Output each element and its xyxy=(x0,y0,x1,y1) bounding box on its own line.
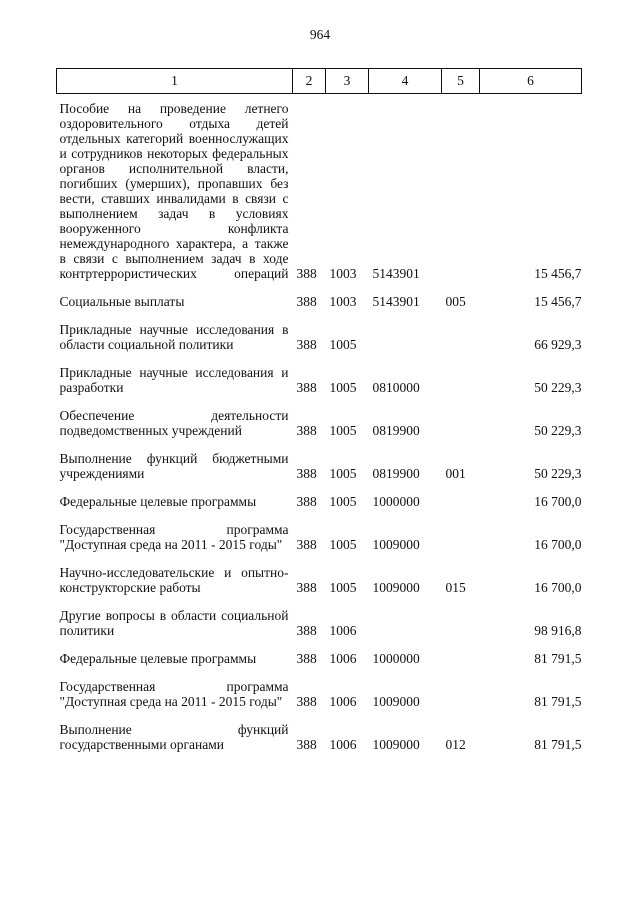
row-name: Федеральные целевые программы xyxy=(59,651,257,666)
row-section-code: 1003 xyxy=(329,266,357,281)
row-name: Пособие на проведение летнего оздоровительного отдыха детей отдельных категорий военнослужащих и сотрудников некоторых федеральных органов исполнительной власти, погибших (умерших), пропавших без вести, ставших инвалидами в связи с выполнением задач в условиях вооруженного конфликта немеждународного характера, а также в связи с выполнением задач в ходе контртеррористических операций xyxy=(59,101,289,281)
row-target-code: 1000000 xyxy=(372,494,420,509)
row-expense-code xyxy=(442,666,480,709)
row-expense-code xyxy=(442,309,480,352)
column-header-2: 2 xyxy=(293,69,326,94)
table-row xyxy=(57,352,582,395)
row-ministry-code: 388 xyxy=(296,466,317,481)
row-ministry-code: 388 xyxy=(296,737,317,752)
row-section-code: 1005 xyxy=(329,537,357,552)
column-header-4: 4 xyxy=(369,69,442,94)
table-row xyxy=(57,395,582,438)
row-target-code: 0810000 xyxy=(372,380,420,395)
row-section-code: 1005 xyxy=(329,380,357,395)
row-amount: 81 791,5 xyxy=(534,737,582,752)
column-header-1: 1 xyxy=(57,69,293,94)
row-ministry-code: 388 xyxy=(296,337,317,352)
row-ministry-code: 388 xyxy=(296,580,317,595)
row-expense-code: 001 xyxy=(445,466,466,481)
row-name: Прикладные научные исследования и разработки xyxy=(59,365,289,395)
row-ministry-code: 388 xyxy=(296,623,317,638)
row-name: Обеспечение деятельности подведомственных учреждений xyxy=(59,408,289,438)
row-section-code: 1003 xyxy=(329,294,357,309)
row-expense-code: 012 xyxy=(445,737,466,752)
table-row xyxy=(57,638,582,666)
row-section-code: 1005 xyxy=(329,580,357,595)
table-row xyxy=(57,509,582,552)
row-name: Выполнение функций государственными органами xyxy=(59,722,289,752)
row-amount: 16 700,0 xyxy=(534,580,582,595)
row-section-code: 1006 xyxy=(329,623,357,638)
row-amount: 16 700,0 xyxy=(534,537,582,552)
row-section-code: 1005 xyxy=(329,337,357,352)
row-expense-code xyxy=(442,94,480,282)
row-name: Научно-исследовательские и опытно-конструкторские работы xyxy=(59,565,289,595)
row-ministry-code: 388 xyxy=(296,694,317,709)
table-row xyxy=(57,309,582,352)
row-expense-code xyxy=(442,352,480,395)
row-expense-code xyxy=(442,638,480,666)
row-target-code: 0819900 xyxy=(372,466,420,481)
row-target-code: 0819900 xyxy=(372,423,420,438)
row-name: Прикладные научные исследования в области социальной политики xyxy=(59,322,289,352)
table-row xyxy=(57,281,582,309)
row-name: Федеральные целевые программы xyxy=(59,494,257,509)
row-expense-code: 005 xyxy=(445,294,466,309)
row-section-code: 1005 xyxy=(329,466,357,481)
row-name: Социальные выплаты xyxy=(59,294,185,309)
row-target-code: 1009000 xyxy=(372,737,420,752)
page-number: 964 xyxy=(309,27,331,42)
table-row xyxy=(57,666,582,709)
row-target-code xyxy=(369,595,442,638)
row-expense-code xyxy=(442,395,480,438)
table-body xyxy=(57,94,582,753)
row-amount: 15 456,7 xyxy=(534,294,582,309)
row-ministry-code: 388 xyxy=(296,651,317,666)
row-amount: 16 700,0 xyxy=(534,494,582,509)
row-name: Государственная программа "Доступная среда на 2011 - 2015 годы" xyxy=(59,522,289,552)
row-expense-code xyxy=(442,481,480,509)
row-expense-code xyxy=(442,509,480,552)
row-ministry-code: 388 xyxy=(296,266,317,281)
row-ministry-code: 388 xyxy=(296,294,317,309)
row-expense-code: 015 xyxy=(445,580,466,595)
table-row xyxy=(57,552,582,595)
row-target-code xyxy=(369,309,442,352)
row-ministry-code: 388 xyxy=(296,380,317,395)
row-section-code: 1006 xyxy=(329,651,357,666)
row-target-code: 1000000 xyxy=(372,651,420,666)
column-header-6: 6 xyxy=(480,69,582,94)
table-row xyxy=(57,709,582,752)
table-row xyxy=(57,481,582,509)
row-name: Выполнение функций бюджетными учреждениями xyxy=(59,451,289,481)
row-ministry-code: 388 xyxy=(296,423,317,438)
table-row xyxy=(57,595,582,638)
row-section-code: 1006 xyxy=(329,694,357,709)
row-target-code: 1009000 xyxy=(372,580,420,595)
column-header-5: 5 xyxy=(442,69,480,94)
row-name: Другие вопросы в области социальной политики xyxy=(59,608,289,638)
row-name: Государственная программа "Доступная среда на 2011 - 2015 годы" xyxy=(59,679,289,709)
row-target-code: 5143901 xyxy=(372,294,420,309)
row-amount: 15 456,7 xyxy=(534,266,582,281)
header-row xyxy=(57,69,582,94)
table-row xyxy=(57,438,582,481)
row-section-code: 1005 xyxy=(329,494,357,509)
row-amount: 81 791,5 xyxy=(534,651,582,666)
row-amount: 81 791,5 xyxy=(534,694,582,709)
row-amount: 50 229,3 xyxy=(534,380,582,395)
budget-table xyxy=(56,68,582,752)
row-target-code: 1009000 xyxy=(372,694,420,709)
row-target-code: 1009000 xyxy=(372,537,420,552)
row-target-code: 5143901 xyxy=(372,266,420,281)
row-amount: 98 916,8 xyxy=(534,623,582,638)
column-header-3: 3 xyxy=(326,69,369,94)
table-row xyxy=(57,94,582,282)
row-section-code: 1005 xyxy=(329,423,357,438)
row-section-code: 1006 xyxy=(329,737,357,752)
row-ministry-code: 388 xyxy=(296,537,317,552)
row-amount: 50 229,3 xyxy=(534,466,582,481)
row-ministry-code: 388 xyxy=(296,494,317,509)
row-amount: 50 229,3 xyxy=(534,423,582,438)
table-header xyxy=(57,69,582,94)
row-amount: 66 929,3 xyxy=(534,337,582,352)
row-expense-code xyxy=(442,595,480,638)
